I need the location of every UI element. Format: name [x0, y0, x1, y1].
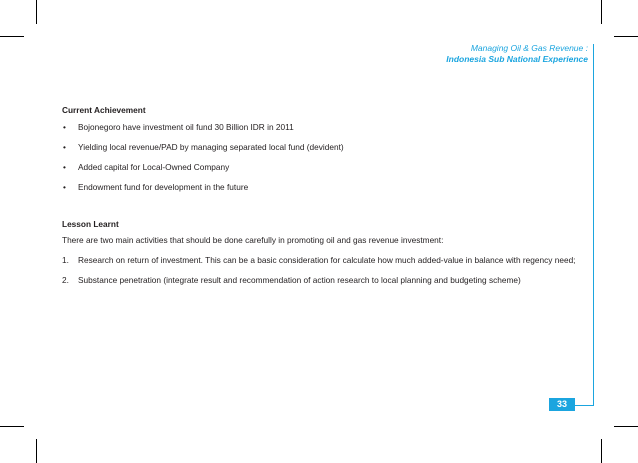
lesson-learnt-intro: There are two main activities that should be done carefully in promoting oil and gas revenue investment:	[62, 235, 444, 245]
margin-rule-vertical	[593, 44, 594, 406]
current-achievement-heading: Current Achievement	[62, 105, 146, 115]
list-item-text: Endowment fund for development in the future	[78, 182, 249, 192]
crop-mark-top-right-vertical	[601, 0, 602, 24]
list-item	[62, 122, 576, 133]
list-item-number: 1.	[62, 255, 69, 265]
bullet-icon: •	[63, 162, 66, 172]
crop-mark-top-left-horizontal	[0, 36, 24, 37]
list-item	[62, 142, 576, 153]
crop-mark-bottom-left-vertical	[36, 439, 37, 463]
list-item	[62, 162, 576, 173]
margin-rule-horizontal	[575, 405, 594, 406]
lesson-learnt-heading: Lesson Learnt	[62, 219, 119, 229]
list-item-text: Research on return of investment. This can be a basic consideration for calculate how much added-value in balance with regency need;	[78, 255, 576, 265]
list-item-text: Yielding local revenue/PAD by managing separated local fund (devident)	[78, 142, 344, 152]
list-item	[62, 252, 576, 268]
crop-mark-top-left-vertical	[36, 0, 37, 24]
page-number: 33	[549, 398, 575, 411]
bullet-icon: •	[63, 142, 66, 152]
header-title-line1: Managing Oil & Gas Revenue :	[470, 43, 588, 53]
lesson-learnt-list	[62, 252, 576, 288]
list-item-text: Substance penetration (integrate result and recommendation of action research to local planning and budgeting scheme)	[78, 275, 521, 285]
running-header	[446, 43, 588, 65]
bullet-icon: •	[63, 122, 66, 132]
page-content	[62, 104, 576, 292]
current-achievement-list	[62, 122, 576, 193]
bullet-icon: •	[63, 182, 66, 192]
crop-mark-bottom-right-vertical	[601, 439, 602, 463]
list-item-text: Bojonegoro have investment oil fund 30 Billion IDR in 2011	[78, 122, 294, 132]
crop-mark-top-right-horizontal	[614, 36, 638, 37]
list-item-number: 2.	[62, 275, 69, 285]
lesson-learnt-section	[62, 218, 576, 288]
list-item-text: Added capital for Local-Owned Company	[78, 162, 230, 172]
crop-mark-bottom-right-horizontal	[614, 426, 638, 427]
crop-mark-bottom-left-horizontal	[0, 426, 24, 427]
list-item	[62, 272, 576, 288]
header-title-line2: Indonesia Sub National Experience	[446, 54, 588, 64]
list-item	[62, 182, 576, 193]
